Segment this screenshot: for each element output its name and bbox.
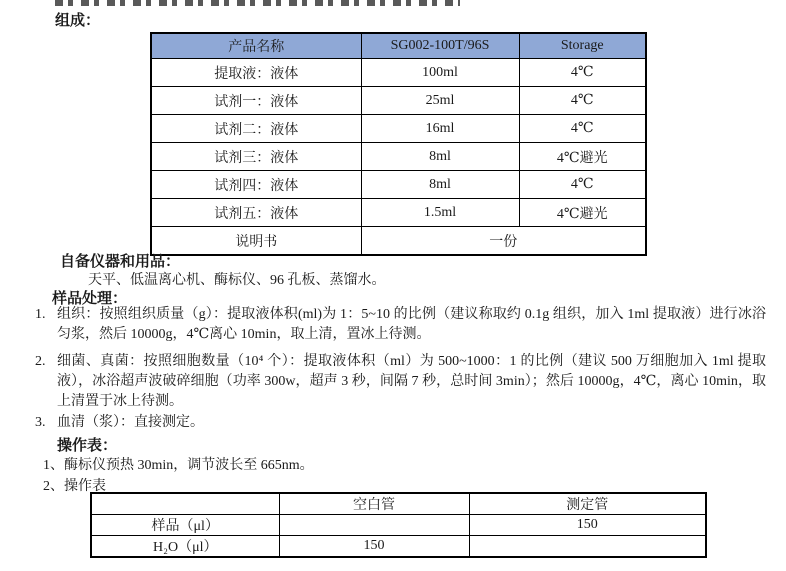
table-cell-empty — [91, 493, 279, 515]
composition-col-product-name: 产品名称 — [151, 33, 361, 59]
list-number: 3. — [35, 415, 46, 430]
operation-col-blank-tube: 空白管 — [279, 493, 469, 515]
table-row — [91, 536, 706, 558]
table-row — [91, 515, 706, 536]
table-cell: 样品（μl） — [91, 515, 279, 536]
list-text: 组织：按照组织质量（g）：提取液体积(ml)为 1：5~10 的比例（建议称取约 0.1g 组织，加入 1ml 提取液）进行冰浴匀浆，然后 10000g，4℃离心 10min，取上清，置冰上待测。 — [57, 307, 766, 342]
table-cell: 4℃ — [519, 171, 646, 199]
table-cell: 试剂一：液体 — [151, 87, 361, 115]
table-cell: 试剂三：液体 — [151, 143, 361, 171]
table-cell: 说明书 — [151, 227, 361, 256]
list-number: 1. — [35, 307, 46, 322]
operation-table — [90, 492, 707, 558]
list-item — [35, 413, 766, 433]
table-cell: 8ml — [361, 143, 519, 171]
operation-step: 1、酶标仪预热 30min，调节波长至 665nm。 — [43, 458, 314, 473]
clipped-text-remnant — [55, 0, 460, 6]
table-cell: 一份 — [361, 227, 646, 256]
composition-header-row — [151, 33, 646, 59]
table-cell: 100ml — [361, 59, 519, 87]
operation-header-row — [91, 493, 706, 515]
composition-col-catalog: SG002-100T/96S — [361, 33, 519, 59]
table-cell: 提取液：液体 — [151, 59, 361, 87]
equipment-list: 天平、低温离心机、酶标仪、96 孔板、蒸馏水。 — [88, 273, 386, 288]
section-title-equipment: 自备仪器和用品： — [60, 254, 181, 270]
table-cell: 4℃避光 — [519, 143, 646, 171]
table-cell: 4℃避光 — [519, 199, 646, 227]
table-cell: 1.5ml — [361, 199, 519, 227]
list-item — [35, 352, 766, 412]
table-cell: 4℃ — [519, 87, 646, 115]
table-cell: 4℃ — [519, 115, 646, 143]
table-cell — [279, 515, 469, 536]
composition-col-storage: Storage — [519, 33, 646, 59]
operation-step: 2、操作表 — [43, 479, 106, 494]
section-title-composition: 组成： — [55, 13, 101, 29]
table-cell: 25ml — [361, 87, 519, 115]
table-row — [151, 199, 646, 227]
table-cell: H₂O（μl） — [91, 536, 279, 558]
table-cell: 试剂二：液体 — [151, 115, 361, 143]
table-cell: 试剂五：液体 — [151, 199, 361, 227]
list-text: 细菌、真菌：按照细胞数量（10⁴ 个）：提取液体积（ml）为 500~1000：1 的比例（建议 500 万细胞加入 1ml 提取液），冰浴超声波破碎细胞（功率 300w，超声 3 秒，间隔 7 秒，总时间 3min）；然后 10000g，4℃，离心 10min，取上清置于冰上待测。 — [57, 354, 766, 409]
table-row — [151, 143, 646, 171]
composition-footer-row — [151, 227, 646, 256]
operation-col-assay-tube: 测定管 — [469, 493, 706, 515]
table-cell — [469, 536, 706, 558]
table-row — [151, 171, 646, 199]
table-row — [151, 115, 646, 143]
table-row — [151, 87, 646, 115]
list-item — [35, 305, 766, 345]
section-title-sample-prep: 样品处理： — [52, 291, 128, 307]
composition-table — [150, 32, 647, 256]
list-number: 2. — [35, 354, 46, 369]
table-cell: 4℃ — [519, 59, 646, 87]
table-cell: 8ml — [361, 171, 519, 199]
table-cell: 试剂四：液体 — [151, 171, 361, 199]
table-cell: 150 — [279, 536, 469, 558]
table-cell: 150 — [469, 515, 706, 536]
table-row — [151, 59, 646, 87]
table-cell: 16ml — [361, 115, 519, 143]
list-text: 血清（浆）：直接测定。 — [57, 415, 204, 430]
section-title-operation: 操作表： — [57, 438, 118, 454]
